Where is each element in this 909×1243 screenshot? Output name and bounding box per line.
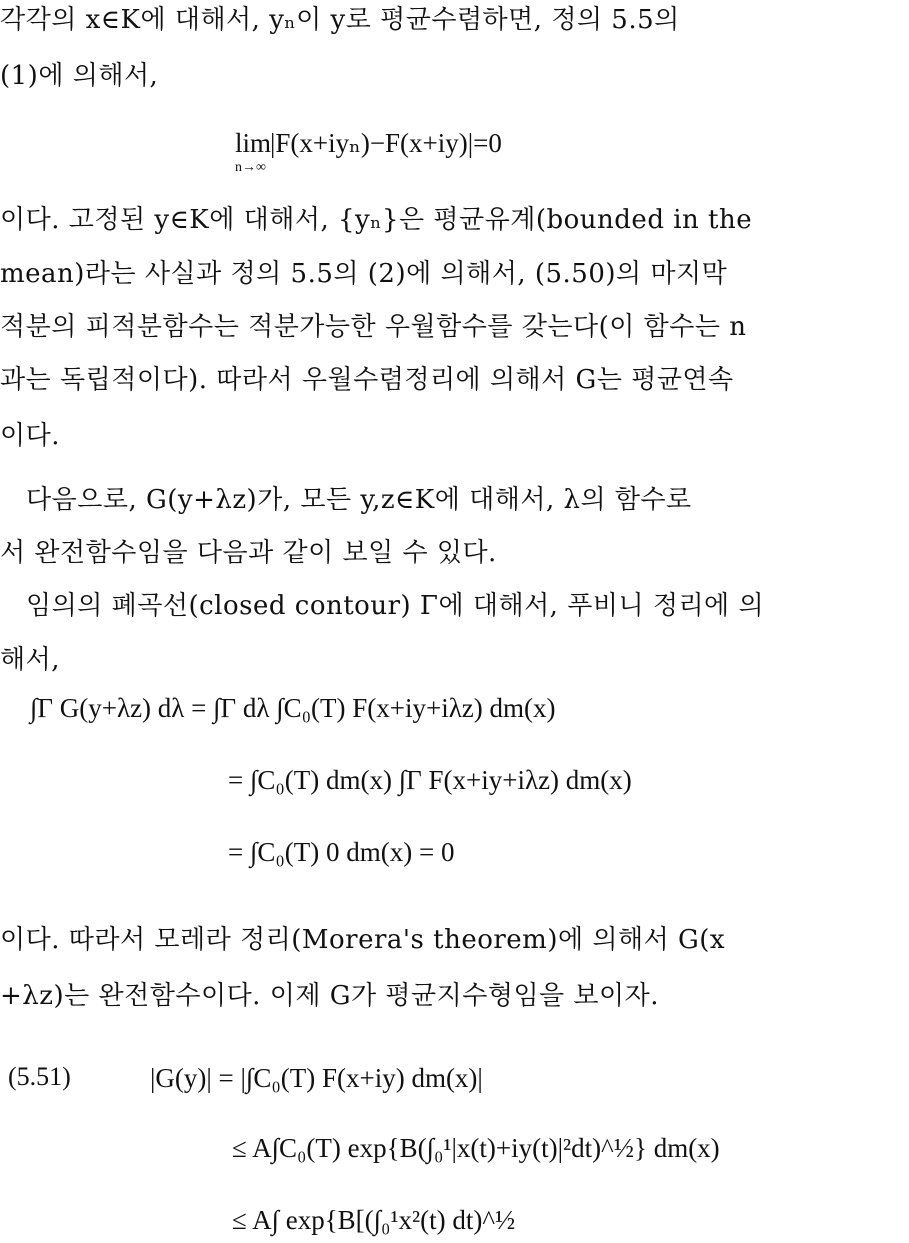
text-line: 임의의 폐곡선(closed contour) Γ에 대해서, 푸비니 정리에 의 [26, 591, 765, 621]
equation-row: = ∫C₀(T) 0 dm(x) = 0 [228, 837, 455, 867]
equation-row: ∫Γ G(y+λz) dλ = ∫Γ dλ ∫C₀(T) F(x+iy+iλz) dm(x) [30, 693, 556, 723]
text-line: 서 완전함수임을 다음과 같이 보일 수 있다. [0, 538, 497, 568]
text-line: 각각의 x∈K에 대해서, yₙ이 y로 평균수렴하면, 정의 5.5의 [0, 5, 680, 35]
text-line: 해서, [0, 645, 60, 675]
equation-row: ≤ A∫ exp{B[(∫₀¹x²(t) dt)^½ [232, 1205, 516, 1235]
text-line: 이다. [0, 421, 60, 451]
equation-row: |G(y)| = |∫C₀(T) F(x+iy) dm(x)| [150, 1063, 483, 1093]
limit-operator: lim [235, 128, 272, 158]
text-line: +λz)는 완전함수이다. 이제 G가 평균지수형임을 보이자. [0, 981, 660, 1011]
text-line: 적분의 피적분함수는 적분가능한 우월함수를 갖는다(이 함수는 n [0, 312, 747, 342]
equation-body: |F(x+iyₙ)−F(x+iy)|=0 [270, 128, 502, 158]
text-line: 이다. 고정된 y∈K에 대해서, {yₙ}은 평균유계(bounded in the [0, 205, 753, 235]
equation-row: = ∫C₀(T) dm(x) ∫Γ F(x+iy+iλz) dm(x) [228, 765, 632, 795]
equation-label: (5.51) [8, 1062, 71, 1091]
text-line: mean)라는 사실과 정의 5.5의 (2)에 의해서, (5.50)의 마지막 [0, 259, 728, 289]
text-line: 과는 독립적이다). 따라서 우월수렴정리에 의해서 G는 평균연속 [0, 365, 734, 395]
equation-row: ≤ A∫C₀(T) exp{B(∫₀¹|x(t)+iy(t)|²dt)^½} dm(x) [232, 1133, 720, 1163]
text-line: (1)에 의해서, [0, 61, 159, 91]
limit-subscript: n→∞ [235, 160, 266, 175]
text-line: 다음으로, G(y+λz)가, 모든 y,z∈K에 대해서, λ의 함수로 [26, 485, 692, 515]
text-line: 이다. 따라서 모레라 정리(Morera's theorem)에 의해서 G(x [0, 925, 726, 955]
